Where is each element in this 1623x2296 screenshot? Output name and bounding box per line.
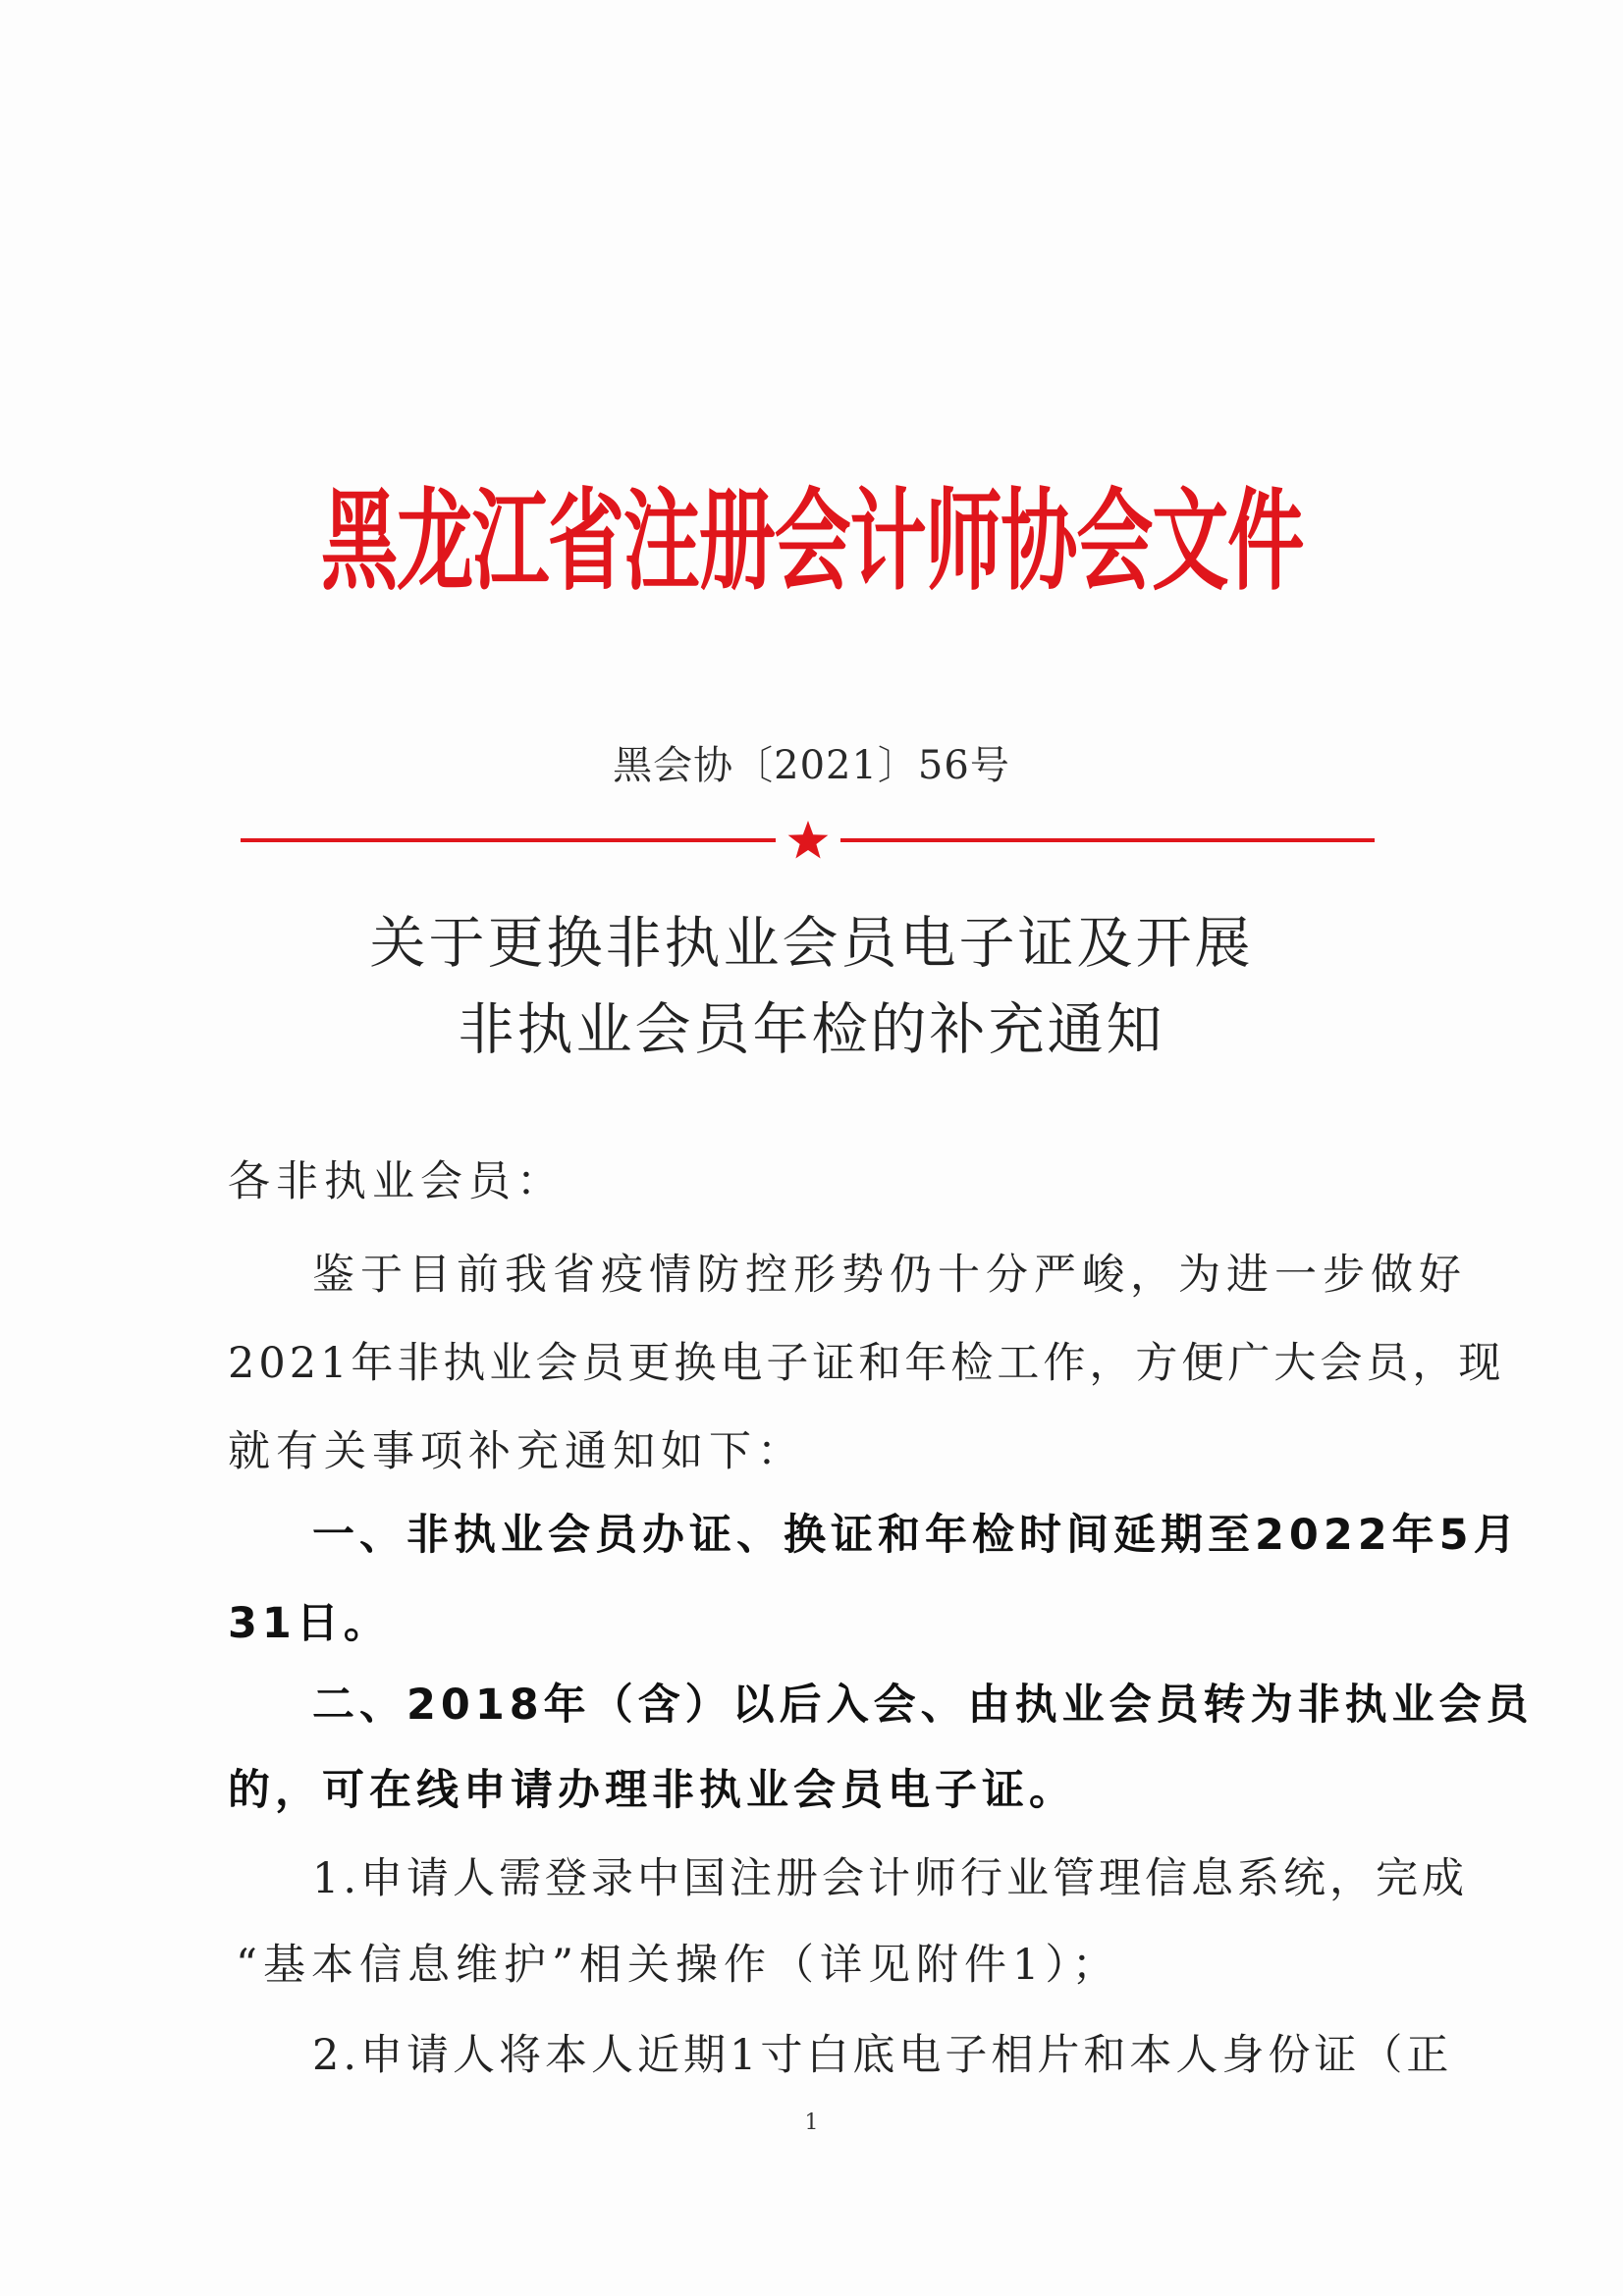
star-icon	[788, 821, 829, 859]
item-1-line-2: 31日。	[228, 1599, 391, 1648]
notice-title-line-1: 关于更换非执业会员电子证及开展	[369, 911, 1254, 976]
step-1-line-1: 1.申请人需登录中国注册会计师行业管理信息系统，完成	[312, 1854, 1469, 1903]
step-1-line-2: “基本信息维护”相关操作（详见附件1）；	[236, 1941, 1120, 1990]
step-2-line-1: 2.申请人将本人近期1寸白底电子相片和本人身份证（正	[312, 2031, 1453, 2080]
document-number: 黑会协〔2021〕56号	[613, 743, 1010, 788]
org-title-text: 黑龙江省注册会计师协会文件	[320, 478, 1304, 606]
item-1-line-1: 一、非执业会员办证、换证和年检时间延期至2022年5月	[312, 1511, 1521, 1560]
item-2-line-1: 二、2018年（含）以后入会、由执业会员转为非执业会员	[312, 1681, 1534, 1730]
org-header	[0, 432, 1623, 618]
intro-line-2: 2021年非执业会员更换电子证和年检工作，方便广大会员，现	[228, 1339, 1505, 1388]
org-header-title	[272, 432, 1352, 618]
item-2-line-2: 的，可在线申请办理非执业会员电子证。	[228, 1766, 1076, 1815]
red-divider	[241, 821, 1375, 860]
page-number: 1	[804, 2110, 819, 2135]
intro-line-3: 就有关事项补充通知如下：	[228, 1427, 805, 1476]
notice-title-line-2: 非执业会员年检的补充通知	[458, 997, 1165, 1062]
salutation: 各非执业会员：	[228, 1157, 565, 1206]
intro-line-1: 鉴于目前我省疫情防控形势仍十分严峻，为进一步做好	[312, 1251, 1467, 1300]
